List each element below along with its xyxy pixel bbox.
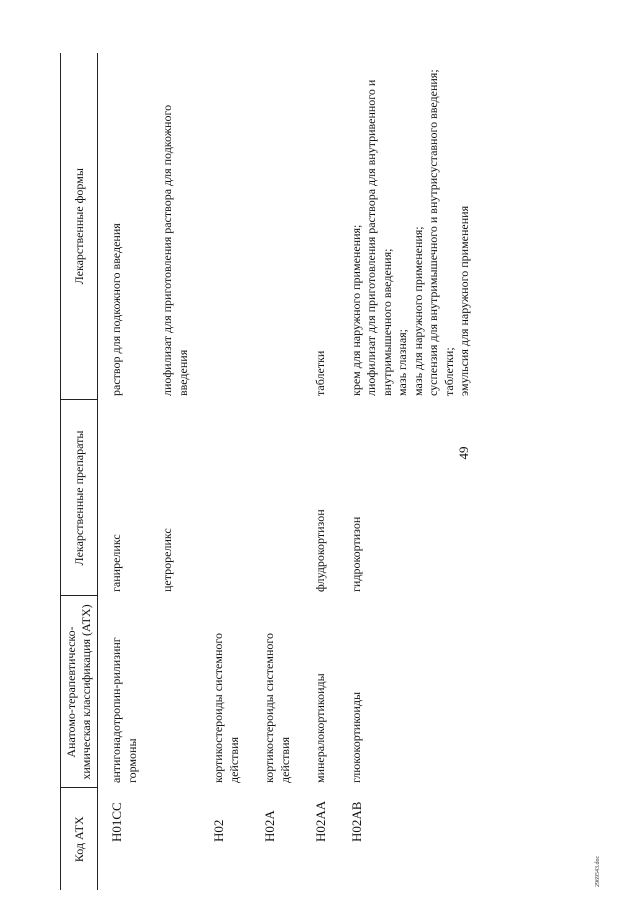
dosage-form: суспензия для внутримышечного и внутрисуставного введения; [426,69,440,396]
atx-code: H02A [262,810,277,842]
header-code: Код АТХ [61,788,98,890]
dosage-forms [160,53,191,400]
page-number: 49 [456,446,471,460]
drug-name [262,400,293,596]
drug-name: ганиреликс [109,534,123,592]
dosage-forms [211,53,242,400]
table-row [109,53,140,890]
header-forms: Лекарственные формы [61,53,98,400]
dosage-form: таблетки [313,350,327,396]
table-row [211,53,242,890]
dosage-form: крем для наружного применения; [348,224,363,396]
dosage-form: мазь для наружного применения; [410,226,425,396]
drug-name [211,400,242,596]
dosage-form: эмульсия для наружного применения [457,205,471,396]
dosage-forms [109,53,140,400]
dosage-form: таблетки; [441,347,456,396]
drug-name: флудрокортизон [313,509,327,592]
atx-code: H01CC [109,802,124,842]
atx-classification: антигонадотропин-рилизинг гормоны [109,637,139,783]
atx-classification: минералокортикоиды [313,673,327,783]
drug-name: цетрореликс [160,528,174,592]
atx-table [60,53,473,890]
document-footer: 2969543.doc [595,855,601,887]
atx-code: H02AB [348,801,364,842]
dosage-form: мазь глазная; [395,328,409,396]
atx-code: H02AA [313,800,328,842]
table-row [313,53,329,890]
atx-classification: кортикостероиды системного действия [262,632,292,783]
dosage-forms [349,53,473,400]
table-row [262,53,293,890]
dosage-form: лиофилизат для приготовления раствора для подкожного введения [160,104,190,396]
header-classification: Анатомо-терапевтическо-химическая классификация (АТХ) [61,596,98,788]
table-row [160,53,191,890]
atx-classification: глюкокортикоиды [348,691,363,783]
table-header-row [61,53,98,890]
dosage-form: раствор для подкожного введения [109,223,123,396]
atx-classification [160,596,191,788]
atx-classification: кортикостероиды системного действия [211,632,241,783]
header-drugs: Лекарственные препараты [61,400,98,596]
dosage-forms [313,53,329,400]
dosage-forms [262,53,293,400]
atx-code [160,788,191,890]
atx-code: H02 [211,819,226,842]
dosage-form: лиофилизат для приготовления раствора для внутривенного и внутримышечного введения; [364,79,394,396]
table-row [349,53,473,890]
drug-name: гидрокортизон [348,516,363,592]
